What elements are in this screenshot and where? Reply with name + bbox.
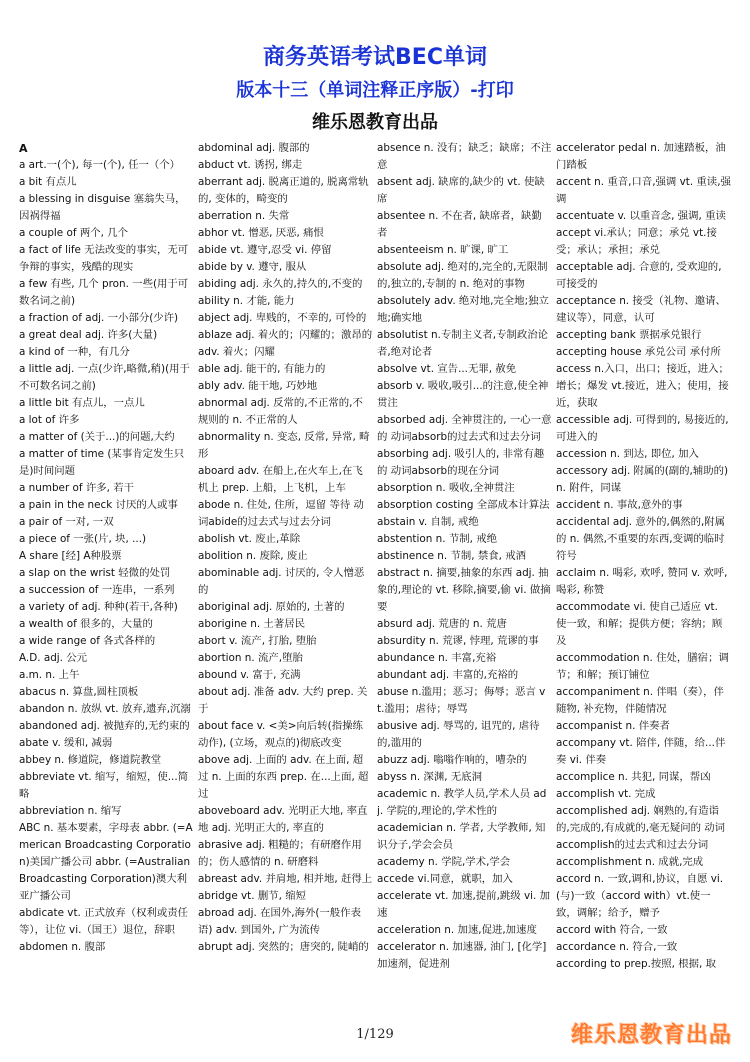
- glossary-entry: accord n. 一致,调和,协议，自愿 vi. (与)一致（accord with）vt.使一致，调解；给予，赠予: [556, 873, 724, 919]
- glossary-entry: absorb v. 吸收,吸引...的注意,使全神贯注: [377, 380, 549, 409]
- glossary-entry: accompaniment n. 伴唱（奏），伴随物, 补充物，伴随情况: [556, 686, 724, 715]
- glossary-entry: abnormal adj. 反常的,不正常的,不规则的 n. 不正常的人: [198, 397, 363, 426]
- glossary-entry: a fact of life 无法改变的事实，无可争辩的事实，残酷的现实: [19, 244, 189, 273]
- glossary-entry: a variety of adj. 种种(若干,各种): [19, 601, 178, 613]
- glossary-entry: accessible adj. 可得到的, 易接近的, 可进入的: [556, 414, 729, 443]
- glossary-entry: accord with 符合, 一致: [556, 924, 668, 936]
- glossary-entry: aborigine n. 土著居民: [198, 618, 305, 630]
- glossary-entry: accomplice n. 共犯, 同谋，帮凶: [556, 771, 711, 783]
- glossary-entry: a art.一(个), 每一(个), 任一（个）: [19, 159, 181, 171]
- glossary-entry: accessory adj. 附属的(副的,辅助的) n. 附件，同谋: [556, 465, 729, 494]
- glossary-entry: a few 有些, 几个 pron. 一些(用于可数名词之前): [19, 278, 189, 307]
- glossary-entry: a bit 有点儿: [19, 176, 77, 188]
- glossary-entry: abject adj. 卑贱的，不幸的, 可怜的: [198, 312, 367, 324]
- glossary-entry: a couple of 两个, 几个: [19, 227, 128, 239]
- glossary-entry: about adj. 准备 adv. 大约 prep. 关于: [198, 686, 368, 715]
- glossary-entry: aboard adv. 在船上,在火车上,在飞机上 prep. 上船，上飞机，上车: [198, 465, 363, 494]
- glossary-entry: absolutist n.专制主义者,专制政治论者,绝对论者: [377, 329, 549, 358]
- glossary-entry: according to prep.按照, 根据, 取: [556, 958, 717, 970]
- glossary-entry: abstention n. 节制, 戒绝: [377, 533, 497, 545]
- glossary-entry: absenteeism n. 旷课, 旷工: [377, 244, 509, 256]
- glossary-entry: abstinence n. 节制, 禁食, 戒酒: [377, 550, 527, 562]
- glossary-entry: abandon n. 放纵 vt. 放弃,遗弃,沉溺: [19, 703, 191, 715]
- glossary-entry: abbreviation n. 缩写: [19, 805, 122, 817]
- glossary-entry: abdicate vt. 正式放弃（权利或责任等），让位 vi.（国王）退位，辞职: [19, 907, 189, 936]
- glossary-entry: a matter of (关于...)的问题,大约: [19, 431, 175, 443]
- glossary-entry: a lot of 许多: [19, 414, 80, 426]
- glossary-entry: accomplishment n. 成就,完成: [556, 856, 704, 868]
- glossary-entry: abiding adj. 永久的,持久的,不变的: [198, 278, 363, 290]
- glossary-entry: accommodate vi. 使自己适应 vt. 使一致，和解；提供方便；容纳；顾及: [556, 601, 723, 647]
- glossary-entry: able adj. 能干的, 有能力的: [198, 363, 326, 375]
- glossary-entry: a fraction of adj. 一小部分(少许): [19, 312, 179, 324]
- glossary-entry: abdomen n. 腹部: [19, 941, 106, 953]
- section-heading: A: [19, 142, 28, 155]
- glossary-entry: absorbed adj. 全神贯注的, 一心一意的 动词absorb的过去式和过去分词: [377, 414, 552, 443]
- glossary-column: [198, 140, 373, 1020]
- glossary-entry: abuzz adj. 嗡嗡作响的，嘈杂的: [377, 754, 527, 766]
- glossary-entry: absolutely adv. 绝对地,完全地;独立地;确实地: [377, 295, 549, 324]
- glossary-entry: accede vi.同意，就职，加入: [377, 873, 513, 885]
- glossary-entry: abridge vt. 删节, 缩短: [198, 890, 307, 902]
- glossary-entry: abdominal adj. 腹部的: [198, 142, 310, 154]
- document-title: 商务英语考试BEC单词: [263, 45, 487, 70]
- glossary-columns: [19, 140, 731, 1020]
- glossary-column: [377, 140, 552, 1020]
- glossary-entry: a wide range of 各式各样的: [19, 635, 156, 647]
- glossary-entry: abandoned adj. 被抛弃的,无约束的: [19, 720, 190, 732]
- glossary-entry: accommodation n. 住处，膳宿；调节；和解；预订铺位: [556, 652, 729, 681]
- glossary-entry: a kind of 一种，有几分: [19, 346, 130, 358]
- glossary-column: [19, 140, 194, 1020]
- glossary-entry: abolish vt. 废止,革除: [198, 533, 301, 545]
- glossary-entry: aberration n. 失常: [198, 210, 290, 222]
- glossary-entry: a little adj. 一点(少许,略微,稍)(用于不可数名词之前): [19, 363, 190, 392]
- glossary-entry: accompany vt. 陪伴, 伴随，给...伴奏 vi. 伴奏: [556, 737, 726, 766]
- glossary-entry: abate v. 缓和, 减弱: [19, 737, 113, 749]
- glossary-entry: a number of 许多, 若干: [19, 482, 135, 494]
- glossary-entry: accompanist n. 伴奏者: [556, 720, 670, 732]
- glossary-entry: abolition n. 废除, 废止: [198, 550, 308, 562]
- glossary-entry: abundance n. 丰富,充裕: [377, 652, 497, 664]
- glossary-entry: about face v. <美>向后转(指操练动作), (立场，观点的)彻底改变: [198, 720, 363, 749]
- glossary-entry: ABC n. 基本要素，字母表 abbr. (=American Broadcasting Corporation)美国广播公司 abbr. (=Australian Broadcasting Corporation)澳大利亚广播公司: [19, 822, 193, 902]
- glossary-entry: a matter of time (某事肯定发生只是)时间问题: [19, 448, 185, 477]
- glossary-entry: accident n. 事故,意外的事: [556, 499, 683, 511]
- page-number: 1/129: [356, 1027, 394, 1042]
- glossary-entry: aberrant adj. 脱离正道的, 脱离常轨的, 变体的，畸变的: [198, 176, 369, 205]
- glossary-entry: absolve vt. 宣告...无罪, 赦免: [377, 363, 517, 375]
- glossary-entry: abrasive adj. 粗糙的；有研磨作用的；伤人感情的 n. 研磨料: [198, 839, 362, 868]
- glossary-entry: abound v. 富于, 充满: [198, 669, 301, 681]
- glossary-entry: academician n. 学者, 大学教师, 知识分子,学会会员: [377, 822, 546, 851]
- document-subtitle: 版本十三（单词注释正序版）-打印: [236, 80, 514, 101]
- glossary-entry: abort v. 流产, 打胎, 堕胎: [198, 635, 317, 647]
- glossary-entry: absent adj. 缺席的,缺少的 vt. 使缺席: [377, 176, 545, 205]
- glossary-entry: absorption costing 全部成本计算法: [377, 499, 550, 511]
- glossary-entry: a piece of 一张(片, 块, ...): [19, 533, 147, 545]
- glossary-entry: academic n. 教学人员,学术人员 adj. 学院的,理论的,学术性的: [377, 788, 547, 817]
- glossary-entry: abuse n.滥用；恶习；侮辱；恶言 vt.滥用；虐待；辱骂: [377, 686, 546, 715]
- glossary-entry: abortion n. 流产,堕胎: [198, 652, 303, 664]
- glossary-entry: abhor vt. 憎恶, 厌恶, 痛恨: [198, 227, 324, 239]
- glossary-entry: absolute adj. 绝对的,完全的,无限制的,独立的,专制的 n. 绝对的事物: [377, 261, 548, 290]
- glossary-entry: abusive adj. 辱骂的, 诅咒的, 虐待的,滥用的: [377, 720, 540, 749]
- glossary-entry: a pain in the neck 讨厌的人或事: [19, 499, 178, 511]
- glossary-entry: absence n. 没有；缺乏；缺席；不注意: [377, 142, 552, 171]
- glossary-entry: accelerate vt. 加速,提前,跳级 vi. 加速: [377, 890, 550, 919]
- glossary-entry: acclaim n. 喝彩, 欢呼, 赞同 v. 欢呼, 喝彩, 称赞: [556, 567, 728, 596]
- glossary-entry: abundant adj. 丰富的,充裕的: [377, 669, 519, 681]
- glossary-entry: a slap on the wrist 轻微的处罚: [19, 567, 171, 579]
- glossary-entry: abacus n. 算盘,圆柱顶板: [19, 686, 139, 698]
- glossary-entry: accent n. 重音,口音,强调 vt. 重读,强调: [556, 176, 731, 205]
- glossary-entry: accomplished adj. 娴熟的,有造诣的,完成的,有成就的,毫无疑问的 动词accomplish的过去式和过去分词: [556, 805, 726, 851]
- glossary-entry: abstain v. 自制, 戒绝: [377, 516, 479, 528]
- glossary-entry: absurd adj. 荒唐的 n. 荒唐: [377, 618, 507, 630]
- glossary-entry: accordance n. 符合,一致: [556, 941, 678, 953]
- glossary-entry: acceleration n. 加速,促进,加速度: [377, 924, 537, 936]
- glossary-entry: a great deal adj. 许多(大量): [19, 329, 158, 341]
- glossary-entry: absurdity n. 荒谬, 悖理, 荒谬的事: [377, 635, 539, 647]
- glossary-entry: accepting bank 票据承兑银行: [556, 329, 702, 341]
- glossary-entry: academy n. 学院,学术,学会: [377, 856, 511, 868]
- glossary-entry: abbreviate vt. 缩写，缩短，使...简略: [19, 771, 189, 800]
- glossary-entry: abbey n. 修道院，修道院教堂: [19, 754, 162, 766]
- glossary-entry: abnormality n. 变态, 反常, 异常, 畸形: [198, 431, 370, 460]
- glossary-entry: abide by v. 遵守, 服从: [198, 261, 307, 273]
- glossary-entry: A share [经] A种股票: [19, 550, 122, 562]
- publisher-line: 维乐恩教育出品: [312, 112, 438, 133]
- glossary-entry: abroad adj. 在国外,海外(一般作表语) adv. 到国外, 广为流传: [198, 907, 361, 936]
- glossary-entry: aboriginal adj. 原始的, 土著的: [198, 601, 345, 613]
- glossary-entry: accession n. 到达, 即位, 加入: [556, 448, 699, 460]
- glossary-entry: a blessing in disguise 塞翁失马，因祸得福: [19, 193, 186, 222]
- title-block: [0, 42, 750, 138]
- glossary-entry: ability n. 才能, 能力: [198, 295, 295, 307]
- glossary-entry: absentee n. 不在者, 缺席者，缺勤者: [377, 210, 542, 239]
- glossary-entry: a little bit 有点儿，一点儿: [19, 397, 145, 409]
- glossary-entry: accidental adj. 意外的,偶然的,附属的 n. 偶然,不重要的东西,变调的临时符号: [556, 516, 726, 562]
- glossary-entry: abstract n. 摘要,抽象的东西 adj. 抽象的,理论的 vt. 移除,摘要,偷 vi. 做摘要: [377, 567, 551, 613]
- glossary-entry: abrupt adj. 突然的；唐突的, 陡峭的: [198, 941, 369, 953]
- glossary-entry: acceptance n. 接受（礼物、邀请、建议等），同意，认可: [556, 295, 726, 324]
- glossary-entry: above adj. 上面的 adv. 在上面, 超过 n. 上面的东西 prep. 在...上面, 超过: [198, 754, 369, 800]
- glossary-entry: accentuate v. 以重音念, 强调, 重读: [556, 210, 726, 222]
- glossary-column: [556, 140, 731, 1020]
- glossary-entry: a.m. n. 上午: [19, 669, 80, 681]
- glossary-entry: ablaze adj. 着火的；闪耀的；激昂的 adv. 着火；闪耀: [198, 329, 373, 358]
- glossary-entry: abreast adv. 并肩地, 相并地, 赶得上: [198, 873, 373, 885]
- glossary-entry: a wealth of 很多的，大量的: [19, 618, 153, 630]
- glossary-entry: abyss n. 深渊, 无底洞: [377, 771, 482, 783]
- glossary-entry: a pair of 一对, 一双: [19, 516, 114, 528]
- glossary-entry: A.D. adj. 公元: [19, 652, 88, 664]
- glossary-entry: ably adv. 能干地, 巧妙地: [198, 380, 318, 392]
- glossary-entry: accept vi.承认；同意；承兑 vt.接受；承认；承担；承兑: [556, 227, 717, 256]
- glossary-entry: accomplish vt. 完成: [556, 788, 656, 800]
- glossary-entry: accepting house 承兑公司 承付所: [556, 346, 721, 358]
- glossary-entry: acceptable adj. 合意的, 受欢迎的, 可接受的: [556, 261, 722, 290]
- glossary-entry: absorption n. 吸收,全神贯注: [377, 482, 515, 494]
- publisher-watermark: 维乐恩教育出品: [570, 1023, 732, 1048]
- glossary-entry: abominable adj. 讨厌的, 令人憎恶的: [198, 567, 365, 596]
- glossary-entry: aboveboard adv. 光明正大地, 率直地 adj. 光明正大的, 率直的: [198, 805, 368, 834]
- glossary-entry: abduct vt. 诱拐, 绑走: [198, 159, 303, 171]
- glossary-entry: abode n. 住处, 住所，逗留 等待 动词abide的过去式与过去分词: [198, 499, 364, 528]
- glossary-entry: access n.入口，出口；接近，进入；增长；爆发 vt.接近，进入；使用，接近，获取: [556, 363, 729, 409]
- glossary-entry: accelerator pedal n. 加速踏板，油门踏板: [556, 142, 726, 171]
- glossary-entry: absorbing adj. 吸引人的, 非常有趣的 动词absorb的现在分词: [377, 448, 545, 477]
- glossary-entry: a succession of 一连串，一系列: [19, 584, 175, 596]
- glossary-entry: accelerator n. 加速器, 油门, [化学]加速剂，促进剂: [377, 941, 547, 970]
- glossary-entry: abide vt. 遵守,忍受 vi. 停留: [198, 244, 332, 256]
